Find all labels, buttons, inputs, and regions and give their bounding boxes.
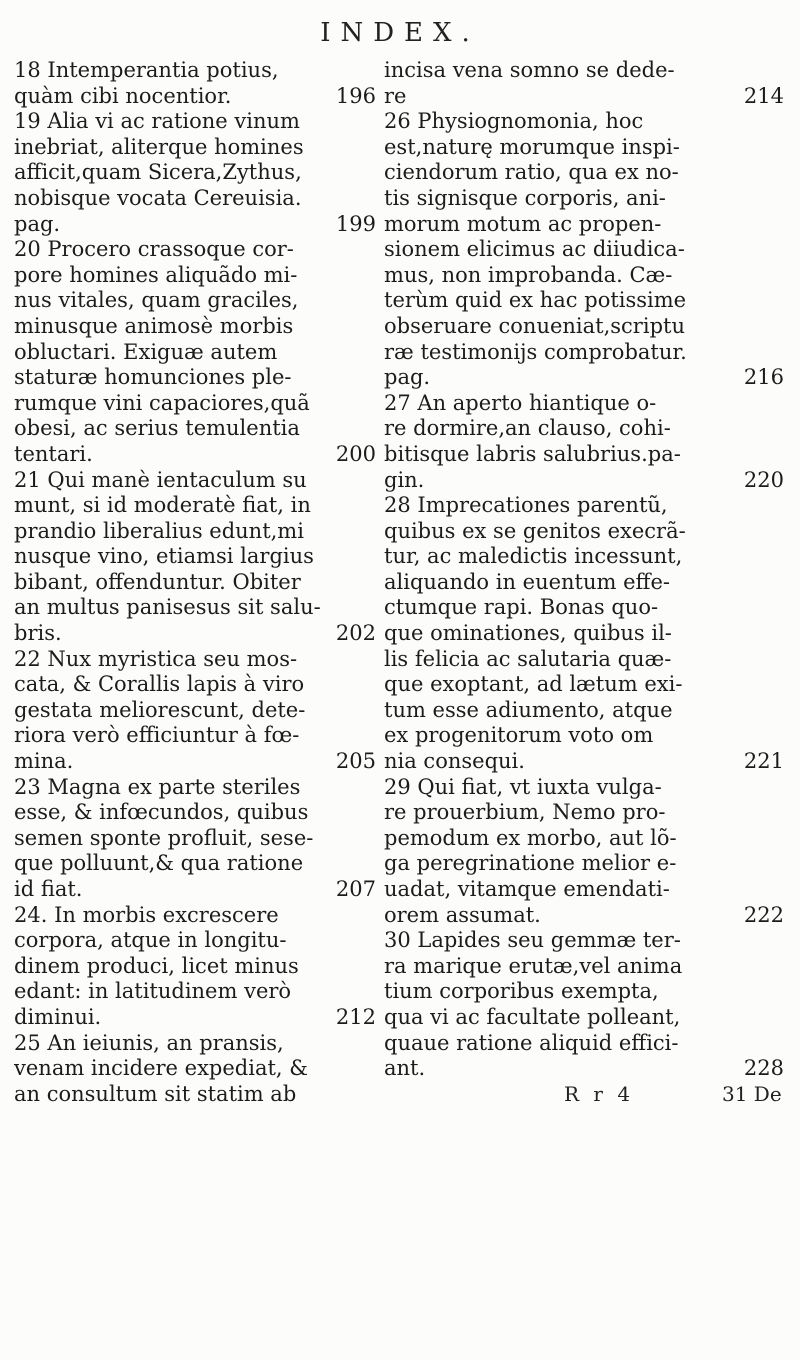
index-line: bris. 202 [14, 621, 376, 646]
index-line: prandio liberalius edunt,mi [14, 518, 304, 543]
index-column-right [384, 58, 784, 1082]
index-line: diminui. 212 [14, 1004, 376, 1029]
index-line: nusque vino, etiamsi largius [14, 544, 314, 569]
index-line: 18 Intemperantia potius, [14, 58, 279, 82]
index-line: quaue ratione aliquid effici- [384, 1030, 679, 1055]
index-line: obesi, ac serius temulentia [14, 416, 300, 441]
index-line: tentari. 200 [14, 441, 376, 466]
index-line: cata, & Corallis lapis à viro [14, 672, 305, 697]
index-line: tium corporibus exempta, [384, 979, 659, 1004]
index-line: tis signisque corporis, ani- [384, 185, 666, 210]
index-line: nia consequi. 221 [384, 749, 784, 774]
index-line: nus vitales, quam graciles, [14, 288, 299, 313]
index-line: 29 Qui fiat, vt iuxta vulga- [384, 774, 662, 799]
catchword: 31 De [722, 1082, 782, 1106]
index-line: 19 Alia vi ac ratione vinum [14, 109, 300, 134]
index-line: an multus panisesus sit salu- [14, 595, 321, 620]
index-line: tum esse adiumento, atque [384, 697, 673, 722]
index-line: re prouerbium, Nemo pro- [384, 800, 666, 825]
index-line: bitisque labris salubrius.pa- [384, 441, 681, 466]
index-line: uadat, vitamque emendati- [384, 877, 670, 901]
index-line: quàm cibi nocentior. 196 [14, 83, 376, 108]
index-line: nobisque vocata Cereuisia. [14, 185, 302, 210]
index-line: minusque animosè morbis [14, 313, 294, 338]
index-line: obluctari. Exiguæ autem [14, 339, 278, 364]
index-line: semen sponte profluit, sese- [14, 825, 314, 850]
index-line: dinem produci, licet minus [14, 953, 299, 978]
index-line: rumque vini capaciores,quã [14, 390, 310, 415]
index-line: lis felicia ac salutaria quæ- [384, 646, 672, 671]
index-line: ciendorum ratio, qua ex no- [384, 160, 679, 185]
index-line: re dormire,an clauso, cohi- [384, 416, 671, 441]
index-column-left [14, 58, 376, 1107]
index-line: quibus ex se genitos execrã- [384, 518, 686, 543]
index-line: ctumque rapi. Bonas quo- [384, 595, 659, 620]
index-line: mina. 205 [14, 749, 376, 774]
index-line: an consultum sit statim ab [14, 1081, 297, 1106]
index-line: est,naturę morumque inspi- [384, 134, 680, 159]
index-line: afficit,quam Sicera,Zythus, [14, 160, 302, 185]
index-line: que polluunt,& qua ratione [14, 851, 304, 876]
index-line: mus, non improbanda. Cæ- [384, 262, 673, 287]
index-line: tur, ac maledictis incessunt, [384, 544, 683, 569]
index-line: qua vi ac facultate polleant, [384, 1004, 681, 1029]
index-line: inebriat, aliterque homines [14, 134, 304, 159]
index-line: venam incidere expediat, & [14, 1056, 308, 1081]
index-line: 30 Lapides seu gemmæ ter- [384, 928, 681, 953]
index-line: que exoptant, ad lætum exi- [384, 672, 683, 697]
index-line: ra marique erutæ,vel anima [384, 953, 683, 978]
index-line: esse, & infœcundos, quibus [14, 800, 309, 825]
index-line: sionem elicimus ac diiudica- [384, 237, 685, 262]
index-line: incisa vena somno se dede- [384, 58, 675, 82]
printer-signature: R r 4 [564, 1082, 635, 1106]
index-line: 25 An ieiunis, an pransis, [14, 1030, 284, 1055]
index-line: ex progenitorum voto om [384, 723, 654, 748]
index-line: edant: in latitudinem verò [14, 979, 292, 1004]
index-line: 28 Imprecationes parentũ, [384, 493, 668, 518]
index-line: 26 Physiognomonia, hoc [384, 109, 644, 134]
index-line: gin. 220 [384, 467, 784, 492]
index-line: 21 Qui manè ientaculum su [14, 467, 307, 492]
index-line: munt, si id moderatè fiat, in [14, 493, 311, 518]
index-line: ant. 228 [384, 1056, 784, 1081]
index-line: re 214 [384, 83, 784, 108]
index-line: 22 Nux myristica seu mos- [14, 646, 298, 671]
index-line: bibant, offenduntur. Obiter [14, 569, 301, 594]
index-line: staturæ homunciones ple- [14, 365, 292, 390]
index-line: obseruare conueniat,scriptu [384, 313, 685, 338]
index-line: 23 Magna ex parte steriles [14, 774, 301, 799]
index-line: 27 An aperto hiantique o- [384, 390, 657, 415]
index-line: pemodum ex morbo, aut lõ- [384, 825, 677, 850]
index-line: ga peregrinatione melior e- [384, 851, 677, 876]
index-line: orem assumat. 222 [384, 902, 784, 927]
index-line: gestata meliorescunt, dete- [14, 697, 306, 722]
index-line: pag. 199 [14, 211, 376, 236]
index-line: 24. In morbis excrescere [14, 902, 279, 927]
index-line: riora verò efficiuntur à fœ- [14, 723, 300, 748]
index-line: pag. 216 [384, 365, 784, 390]
index-line: que ominationes, quibus il- [384, 621, 672, 646]
index-line: aliquando in euentum effe- [384, 569, 670, 594]
index-line: 20 Procero crassoque cor- [14, 237, 294, 262]
index-line: morum motum ac propen- [384, 211, 662, 236]
index-line: pore homines aliquãdo mi- [14, 262, 298, 287]
running-header: INDEX. [320, 18, 480, 48]
index-line: corpora, atque in longitu- [14, 928, 287, 953]
index-line: ræ testimonijs comprobatur. [384, 339, 687, 364]
index-line: terùm quid ex hac potissime [384, 288, 687, 313]
index-line: id fiat. 207 [14, 877, 376, 901]
